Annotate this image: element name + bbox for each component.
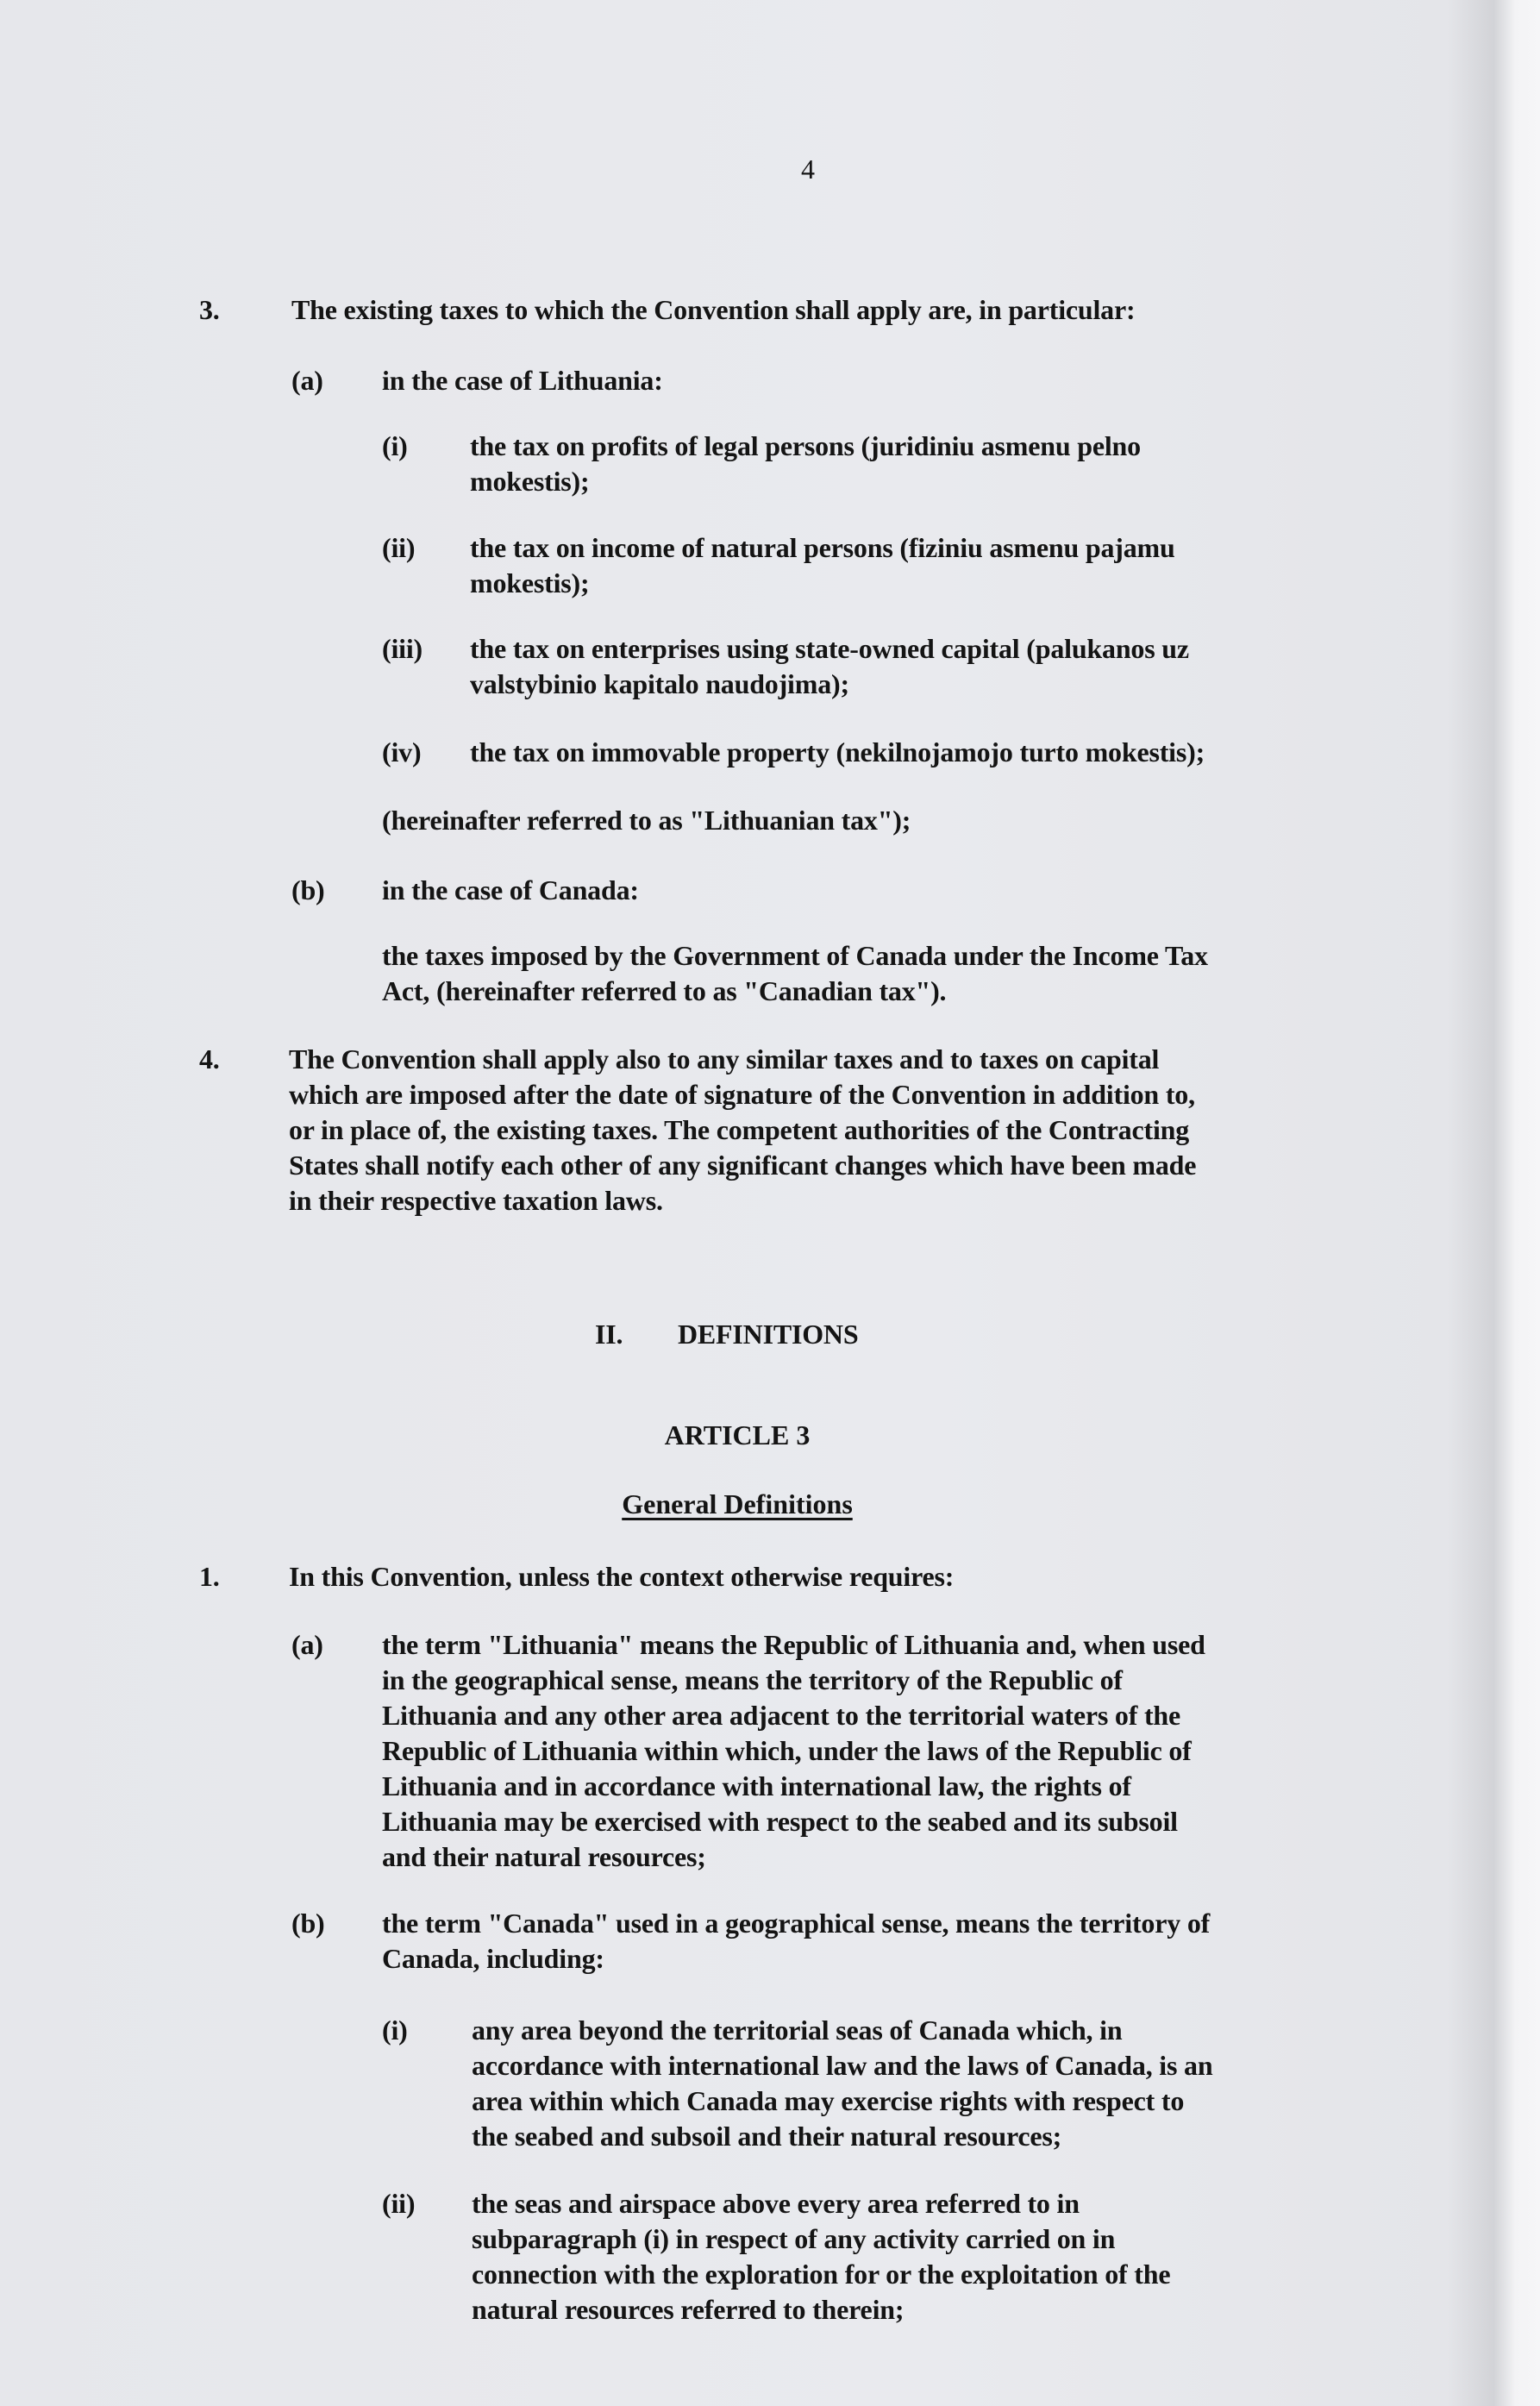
para-3a-ii-line-1: the tax on income of natural persons (fiziniu asmenu pajamu: [470, 532, 1175, 563]
para-3b-line-1: the taxes imposed by the Government of Canada under the Income Tax: [382, 940, 1208, 971]
art3-para-1a-label: (a): [291, 1629, 323, 1660]
para-3a-iii-label: (iii): [382, 633, 423, 664]
para-3a-iv-label: (iv): [382, 736, 422, 768]
art3-para-1b-ii-label: (ii): [382, 2188, 416, 2219]
chapter-number: II.: [595, 1319, 623, 1350]
art3-para-1b-i-label: (i): [382, 2014, 408, 2046]
para-3b-line-2: Act, (hereinafter referred to as "Canadian tax").: [382, 975, 947, 1006]
art3-para-1a-line-2: in the geographical sense, means the territory of the Republic of: [382, 1664, 1123, 1695]
art3-para-1b-line-1: the term "Canada" used in a geographical sense, means the territory of: [382, 1908, 1211, 1939]
para-3a-i-line-1: the tax on profits of legal persons (juridiniu asmenu pelno: [470, 430, 1141, 461]
para-3a-ii-label: (ii): [382, 532, 416, 563]
para-3a-hereinafter: (hereinafter referred to as "Lithuanian tax");: [382, 805, 911, 836]
art3-para-1b-ii-line-1: the seas and airspace above every area referred to in: [472, 2188, 1080, 2219]
para-3-text: The existing taxes to which the Convention shall apply are, in particular:: [291, 294, 1136, 325]
art3-para-1b-ii-line-2: subparagraph (i) in respect of any activity carried on in: [472, 2223, 1116, 2254]
article-subtitle: General Definitions: [622, 1488, 853, 1519]
art3-para-1a-line-1: the term "Lithuania" means the Republic of Lithuania and, when used: [382, 1629, 1205, 1660]
para-3b-text: in the case of Canada:: [382, 874, 639, 905]
para-3a-label: (a): [291, 365, 323, 396]
para-3a-iv-line-1: the tax on immovable property (nekilnojamojo turto mokestis);: [470, 736, 1205, 768]
para-4-line-4: States shall notify each other of any significant changes which have been made: [289, 1150, 1197, 1181]
para-3b-label: (b): [291, 874, 325, 905]
art3-para-1b-line-2: Canada, including:: [382, 1943, 604, 1974]
para-4-line-3: or in place of, the existing taxes. The competent authorities of the Contracting: [289, 1114, 1190, 1145]
para-4-number: 4.: [199, 1043, 220, 1075]
para-3a-text: in the case of Lithuania:: [382, 365, 663, 396]
art3-para-1a-line-5: Lithuania and in accordance with international law, the rights of: [382, 1770, 1131, 1801]
art3-para-1b-i-line-3: area within which Canada may exercise rights with respect to: [472, 2085, 1185, 2116]
para-4-line-1: The Convention shall apply also to any similar taxes and to taxes on capital: [289, 1043, 1160, 1075]
para-4-line-2: which are imposed after the date of signature of the Convention in addition to,: [289, 1079, 1195, 1110]
para-3a-ii-line-2: mokestis);: [470, 567, 590, 598]
art3-para-1b-i-line-1: any area beyond the territorial seas of Canada which, in: [472, 2014, 1123, 2046]
art3-para-1a-line-7: and their natural resources;: [382, 1841, 706, 1872]
page-number: 4: [801, 154, 815, 185]
art3-para-1b-ii-line-4: natural resources referred to therein;: [472, 2294, 905, 2325]
para-3a-iii-line-2: valstybinio kapitalo naudojima);: [470, 668, 849, 699]
article-title: ARTICLE 3: [664, 1419, 811, 1450]
art3-para-1-text: In this Convention, unless the context otherwise requires:: [289, 1561, 955, 1592]
art3-para-1b-ii-line-3: connection with the exploration for or the exploitation of the: [472, 2259, 1171, 2290]
art3-para-1a-line-6: Lithuania may be exercised with respect to the seabed and its subsoil: [382, 1806, 1178, 1837]
art3-para-1-number: 1.: [199, 1561, 220, 1592]
para-3a-i-line-2: mokestis);: [470, 466, 590, 497]
para-3-number: 3.: [199, 294, 220, 325]
chapter-title: DEFINITIONS: [678, 1319, 859, 1350]
art3-para-1b-label: (b): [291, 1908, 325, 1939]
art3-para-1b-i-line-4: the seabed and subsoil and their natural resources;: [472, 2121, 1062, 2152]
para-3a-iii-line-1: the tax on enterprises using state-owned capital (palukanos uz: [470, 633, 1189, 664]
art3-para-1b-i-line-2: accordance with international law and the laws of Canada, is an: [472, 2050, 1213, 2081]
para-4-line-5: in their respective taxation laws.: [289, 1185, 663, 1216]
para-3a-i-label: (i): [382, 430, 408, 461]
art3-para-1a-line-3: Lithuania and any other area adjacent to the territorial waters of the: [382, 1700, 1181, 1731]
art3-para-1a-line-4: Republic of Lithuania within which, under the laws of the Republic of: [382, 1735, 1192, 1766]
